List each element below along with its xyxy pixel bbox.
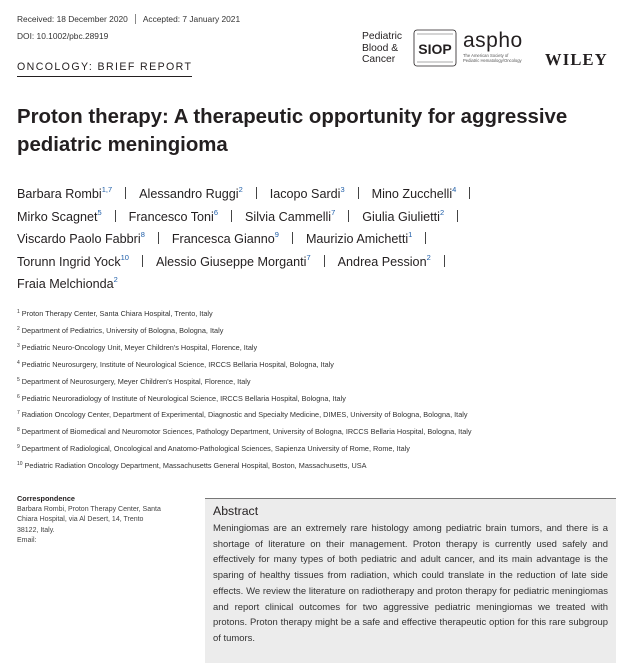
author-separator [292,232,293,244]
siop-logo [413,29,457,67]
abstract-box [205,498,616,663]
article-title: Proton therapy: A therapeutic opportunity for aggressive pediatric meningioma [17,106,568,156]
affiliation: $^2$ Department of Pediatrics, University of Bologna, Bologna, Italy [17,325,224,335]
author-separator [231,210,232,222]
author[interactable]: Iacopo Sardi$^3$ [269,185,345,201]
affiliation: $^5$ Department of Neurosurgery, Meyer Children's Hospital, Florence, Italy [17,376,251,386]
date-separator [135,14,136,24]
aspho-subtitle-line: The American Society of [463,53,509,58]
author[interactable]: Viscardo Paolo Fabbri$^8$ [17,230,145,247]
author[interactable]: Maurizio Amichetti$^1$ [305,230,413,247]
journal-logo-line: Pediatric [362,31,403,42]
aspho-subtitle [463,53,523,63]
accepted-date: Accepted: 7 January 2021 [142,14,241,24]
author[interactable]: Francesco Toni$^6$ [128,207,219,224]
section-label: ONCOLOGY: BRIEF REPORT [17,61,192,77]
author[interactable]: Alessio Giuseppe Morganti$^7$ [155,252,311,269]
author[interactable]: Torunn Ingrid Yock$^{10}$ [17,252,129,269]
author-separator [158,232,159,244]
aspho-subtitle-line: Pediatric Hematology/Oncology [463,58,522,63]
doi[interactable]: DOI: 10.1002/pbc.28919 [17,31,109,41]
correspondence-line: Barbara Rombi, Proton Therapy Center, Santa [17,505,161,513]
author[interactable]: Mirko Scagnet$^5$ [17,207,102,224]
publisher-logo: WILEY [545,50,608,69]
affiliation: $^1$ Proton Therapy Center, Santa Chiara Hospital, Trento, Italy [17,309,213,318]
author-separator [348,210,349,222]
author[interactable]: Alessandro Ruggi$^2$ [139,185,243,201]
author-separator [358,187,359,199]
received-date: Received: 18 December 2020 [17,14,128,24]
author[interactable]: Francesca Gianno$^9$ [171,230,279,247]
journal-logo-line: Blood & [362,42,399,54]
affiliation: $^{10}$ Pediatric Radiation Oncology Department, Massachusetts General Hospital, Boston, Massachusetts, USA [17,461,367,471]
aspho-wordmark: aspho [463,29,523,52]
affiliation: $^3$ Pediatric Neuro-Oncology Unit, Meyer Children's Hospital, Florence, Italy [17,342,258,352]
author[interactable]: Mino Zucchelli$^4$ [371,185,457,201]
author-separator [444,255,445,267]
affiliation: $^7$ Radiation Oncology Center, Department of Experimental, Diagnostic and Specialty Medicine, DIMES, University of Bologna, Bologna, Italy [17,410,468,420]
abstract-body: Meningiomas are an extremely rare histology among pediatric brain tumors, and there is a shortage of literature on their management. Proton therapy is currently used safely and effectively for many types of both pediatric and adult cancer, and its main advantage is the sparing of healthy tissues from radiation, which could translate in the reduction of late side effects. We review the literature on radiotherapy and proton therapy for pediatric meningiomas and report clinical outcomes for two aggressive pediatric meningiomas we treated with protons. Proton therapy might be a safe and effective therapeutic option for this rare subgroup of tumors. [213,523,608,644]
siop-seal-icon [413,29,457,67]
author[interactable]: Giulia Giulietti$^2$ [362,207,445,224]
author-separator [125,187,126,199]
journal-logo-line: Cancer [362,54,396,65]
affiliation: $^8$ Department of Biomedical and Neuromotor Sciences, Pathology Department, University of Bologna, IRCCS Bellaria Hospital, Bologna, Italy [17,427,472,437]
affiliation: $^4$ Pediatric Neurosurgery, Institute of Neurological Science, IRCCS Bellaria Hospital, Bologna, Italy [17,359,334,369]
author-separator [425,232,426,244]
correspondence-email-label: Email: [17,537,37,544]
author[interactable]: Barbara Rombi$^{1,7}$ [17,185,113,201]
correspondence [17,494,187,547]
affiliation-list [17,306,627,475]
correspondence-line: Chiara Hospital, via Al Desert, 14, Trento [17,516,144,523]
author-separator [115,210,116,222]
author-separator [256,187,257,199]
correspondence-line: 38122, Italy. [17,526,55,534]
journal-logo [362,31,402,66]
author-separator [457,210,458,222]
aspho-logo [463,31,523,63]
author[interactable]: Fraia Melchionda$^2$ [17,275,118,292]
affiliation: $^9$ Department of Radiological, Oncological and Anatomo-Pathological Sciences, Sapienza University of Rome, Rome, Italy [17,444,410,454]
author[interactable]: Andrea Pession$^2$ [337,252,431,269]
author-separator [324,255,325,267]
author-separator [469,187,470,199]
affiliation: $^6$ Pediatric Neuroradiology of Institute of Neurological Science, IRCCS Bellaria Hospital, Bologna, Italy [17,393,346,403]
abstract-heading: Abstract [213,504,259,518]
siop-wordmark: SIOP [418,41,452,57]
author[interactable]: Silvia Cammelli$^7$ [245,207,336,224]
article-dates [17,14,240,24]
correspondence-heading: Correspondence [17,494,75,503]
author-separator [142,255,143,267]
author-list [17,183,627,296]
